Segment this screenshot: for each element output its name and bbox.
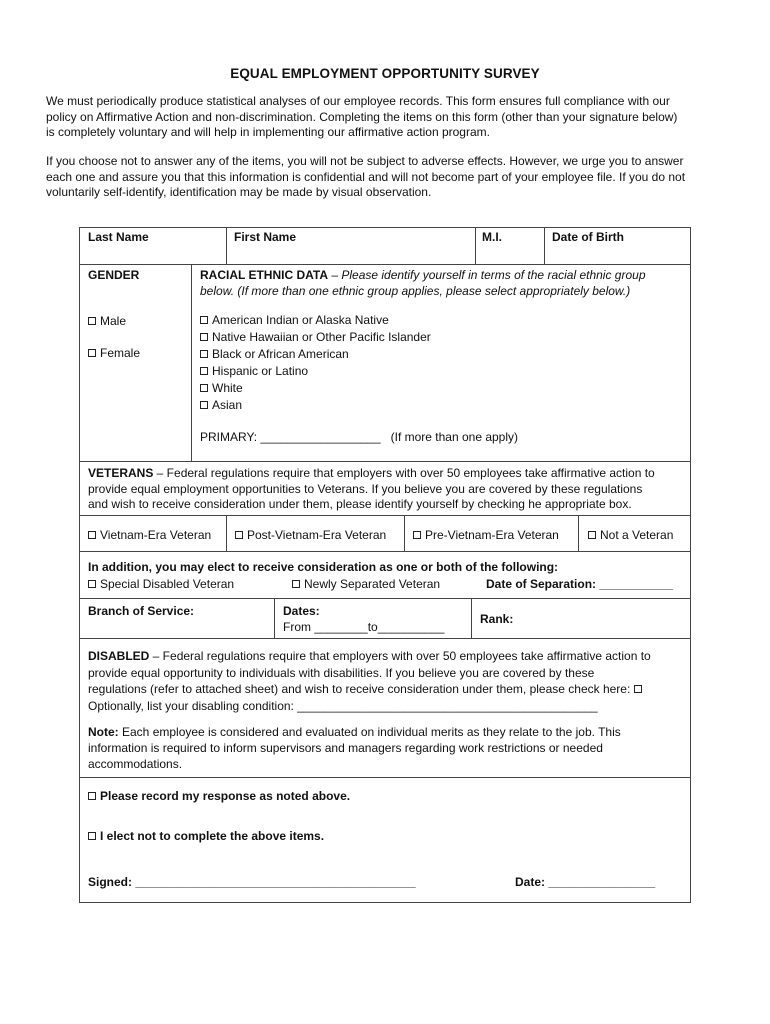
- last-name-field[interactable]: Last Name: [88, 230, 149, 244]
- record-response-option[interactable]: Please record my response as noted above.: [88, 789, 350, 803]
- checkbox-icon[interactable]: [200, 367, 208, 375]
- race-option[interactable]: White: [200, 380, 431, 397]
- checkbox-icon[interactable]: [88, 832, 96, 840]
- race-options: [200, 312, 431, 414]
- disabled-checkbox[interactable]: [634, 685, 642, 693]
- middle-initial-field[interactable]: M.I.: [482, 230, 502, 244]
- veteran-option-post-vietnam[interactable]: Post-Vietnam-Era Veteran: [235, 528, 386, 542]
- checkbox-icon[interactable]: [413, 531, 421, 539]
- service-dates-field[interactable]: From ________to__________: [283, 620, 445, 634]
- branch-of-service-field[interactable]: Branch of Service:: [88, 604, 195, 618]
- dates-label: Dates:: [283, 604, 320, 618]
- race-option[interactable]: Black or African American: [200, 346, 431, 363]
- veteran-option-not-veteran[interactable]: Not a Veteran: [588, 528, 673, 542]
- checkbox-icon[interactable]: [88, 317, 96, 325]
- checkbox-icon[interactable]: [200, 401, 208, 409]
- race-option[interactable]: Native Hawaiian or Other Pacific Islander: [200, 329, 431, 346]
- checkbox-icon[interactable]: [200, 333, 208, 341]
- rank-field[interactable]: Rank:: [480, 612, 514, 626]
- veteran-option-vietnam[interactable]: Vietnam-Era Veteran: [88, 528, 211, 542]
- signature-field[interactable]: Signed: __________________________________________: [88, 875, 416, 889]
- signature-date-field[interactable]: Date: ________________: [515, 875, 656, 889]
- race-option[interactable]: Hispanic or Latino: [200, 363, 431, 380]
- survey-form: [79, 227, 691, 903]
- newly-separated-veteran-option[interactable]: Newly Separated Veteran: [292, 577, 440, 591]
- additional-heading: In addition, you may elect to receive consideration as one or both of the following:: [88, 560, 559, 574]
- gender-heading: GENDER: [88, 268, 140, 282]
- checkbox-icon[interactable]: [200, 384, 208, 392]
- checkbox-icon[interactable]: [200, 316, 208, 324]
- notice-paragraph: If you choose not to answer any of the items, you will not be subject to adverse effects. However, we urge you to answer each one and assure you that this information is confidential and will not become part of your employee file. If you do not voluntarily self-identify, identification may be made by visual observation.: [46, 154, 686, 199]
- checkbox-icon[interactable]: [88, 792, 96, 800]
- veteran-option-pre-vietnam[interactable]: Pre-Vietnam-Era Veteran: [413, 528, 559, 542]
- disabled-note: Note: Each employee is considered and evaluated on individual merits as they relate to the job. This information is required to inform supervisors and managers regarding work restrictions or needed accommodations.: [88, 725, 621, 771]
- gender-option-female[interactable]: Female: [88, 346, 140, 360]
- checkbox-icon[interactable]: [88, 531, 96, 539]
- special-disabled-veteran-option[interactable]: Special Disabled Veteran: [88, 577, 234, 591]
- gender-option-male[interactable]: Male: [88, 314, 126, 328]
- checkbox-icon[interactable]: [235, 531, 243, 539]
- decline-option[interactable]: I elect not to complete the above items.: [88, 829, 324, 843]
- checkbox-icon[interactable]: [292, 580, 300, 588]
- separation-date-field[interactable]: Date of Separation: ___________: [486, 577, 673, 591]
- checkbox-icon[interactable]: [200, 350, 208, 358]
- disabled-section: DISABLED – Federal regulations require that employers with over 50 employees take affirmative action to provide equal opportunity to individuals with disabilities. If you believe you are covered by these regulations (refer to attached sheet) and wish to receive consideration under them, please check here: Optionally, list your disabling condition: _____________________________________________: [88, 649, 651, 713]
- page-title: EQUAL EMPLOYMENT OPPORTUNITY SURVEY: [230, 66, 540, 81]
- disabling-condition-field[interactable]: Optionally, list your disabling condition: _____________________________________________: [88, 698, 598, 713]
- first-name-field[interactable]: First Name: [234, 230, 297, 244]
- race-option[interactable]: Asian: [200, 397, 431, 414]
- date-of-birth-field[interactable]: Date of Birth: [552, 230, 624, 244]
- checkbox-icon[interactable]: [88, 349, 96, 357]
- veterans-section: VETERANS – Federal regulations require that employers with over 50 employees take affirmative action to provide equal employment opportunities to Veterans. If you believe you are covered by these regulations and wish to receive consideration under them, please identify yourself by checking he appropriate box.: [88, 466, 655, 511]
- race-option[interactable]: American Indian or Alaska Native: [200, 312, 431, 329]
- checkbox-icon[interactable]: [588, 531, 596, 539]
- primary-race-field[interactable]: PRIMARY: __________________ (If more than one apply): [200, 430, 519, 444]
- checkbox-icon[interactable]: [88, 580, 96, 588]
- race-heading: RACIAL ETHNIC DATA – Please identify yourself in terms of the racial ethnic group below. (If more than one ethnic group applies, please select appropriately below.): [200, 268, 646, 298]
- intro-paragraph: We must periodically produce statistical analyses of our employee records. This form ensures full compliance with our policy on Affirmative Action and non-discrimination. Completing the items on this form (other than your signature below) is completely voluntary and will help in implementing our affirmative action program.: [46, 94, 678, 139]
